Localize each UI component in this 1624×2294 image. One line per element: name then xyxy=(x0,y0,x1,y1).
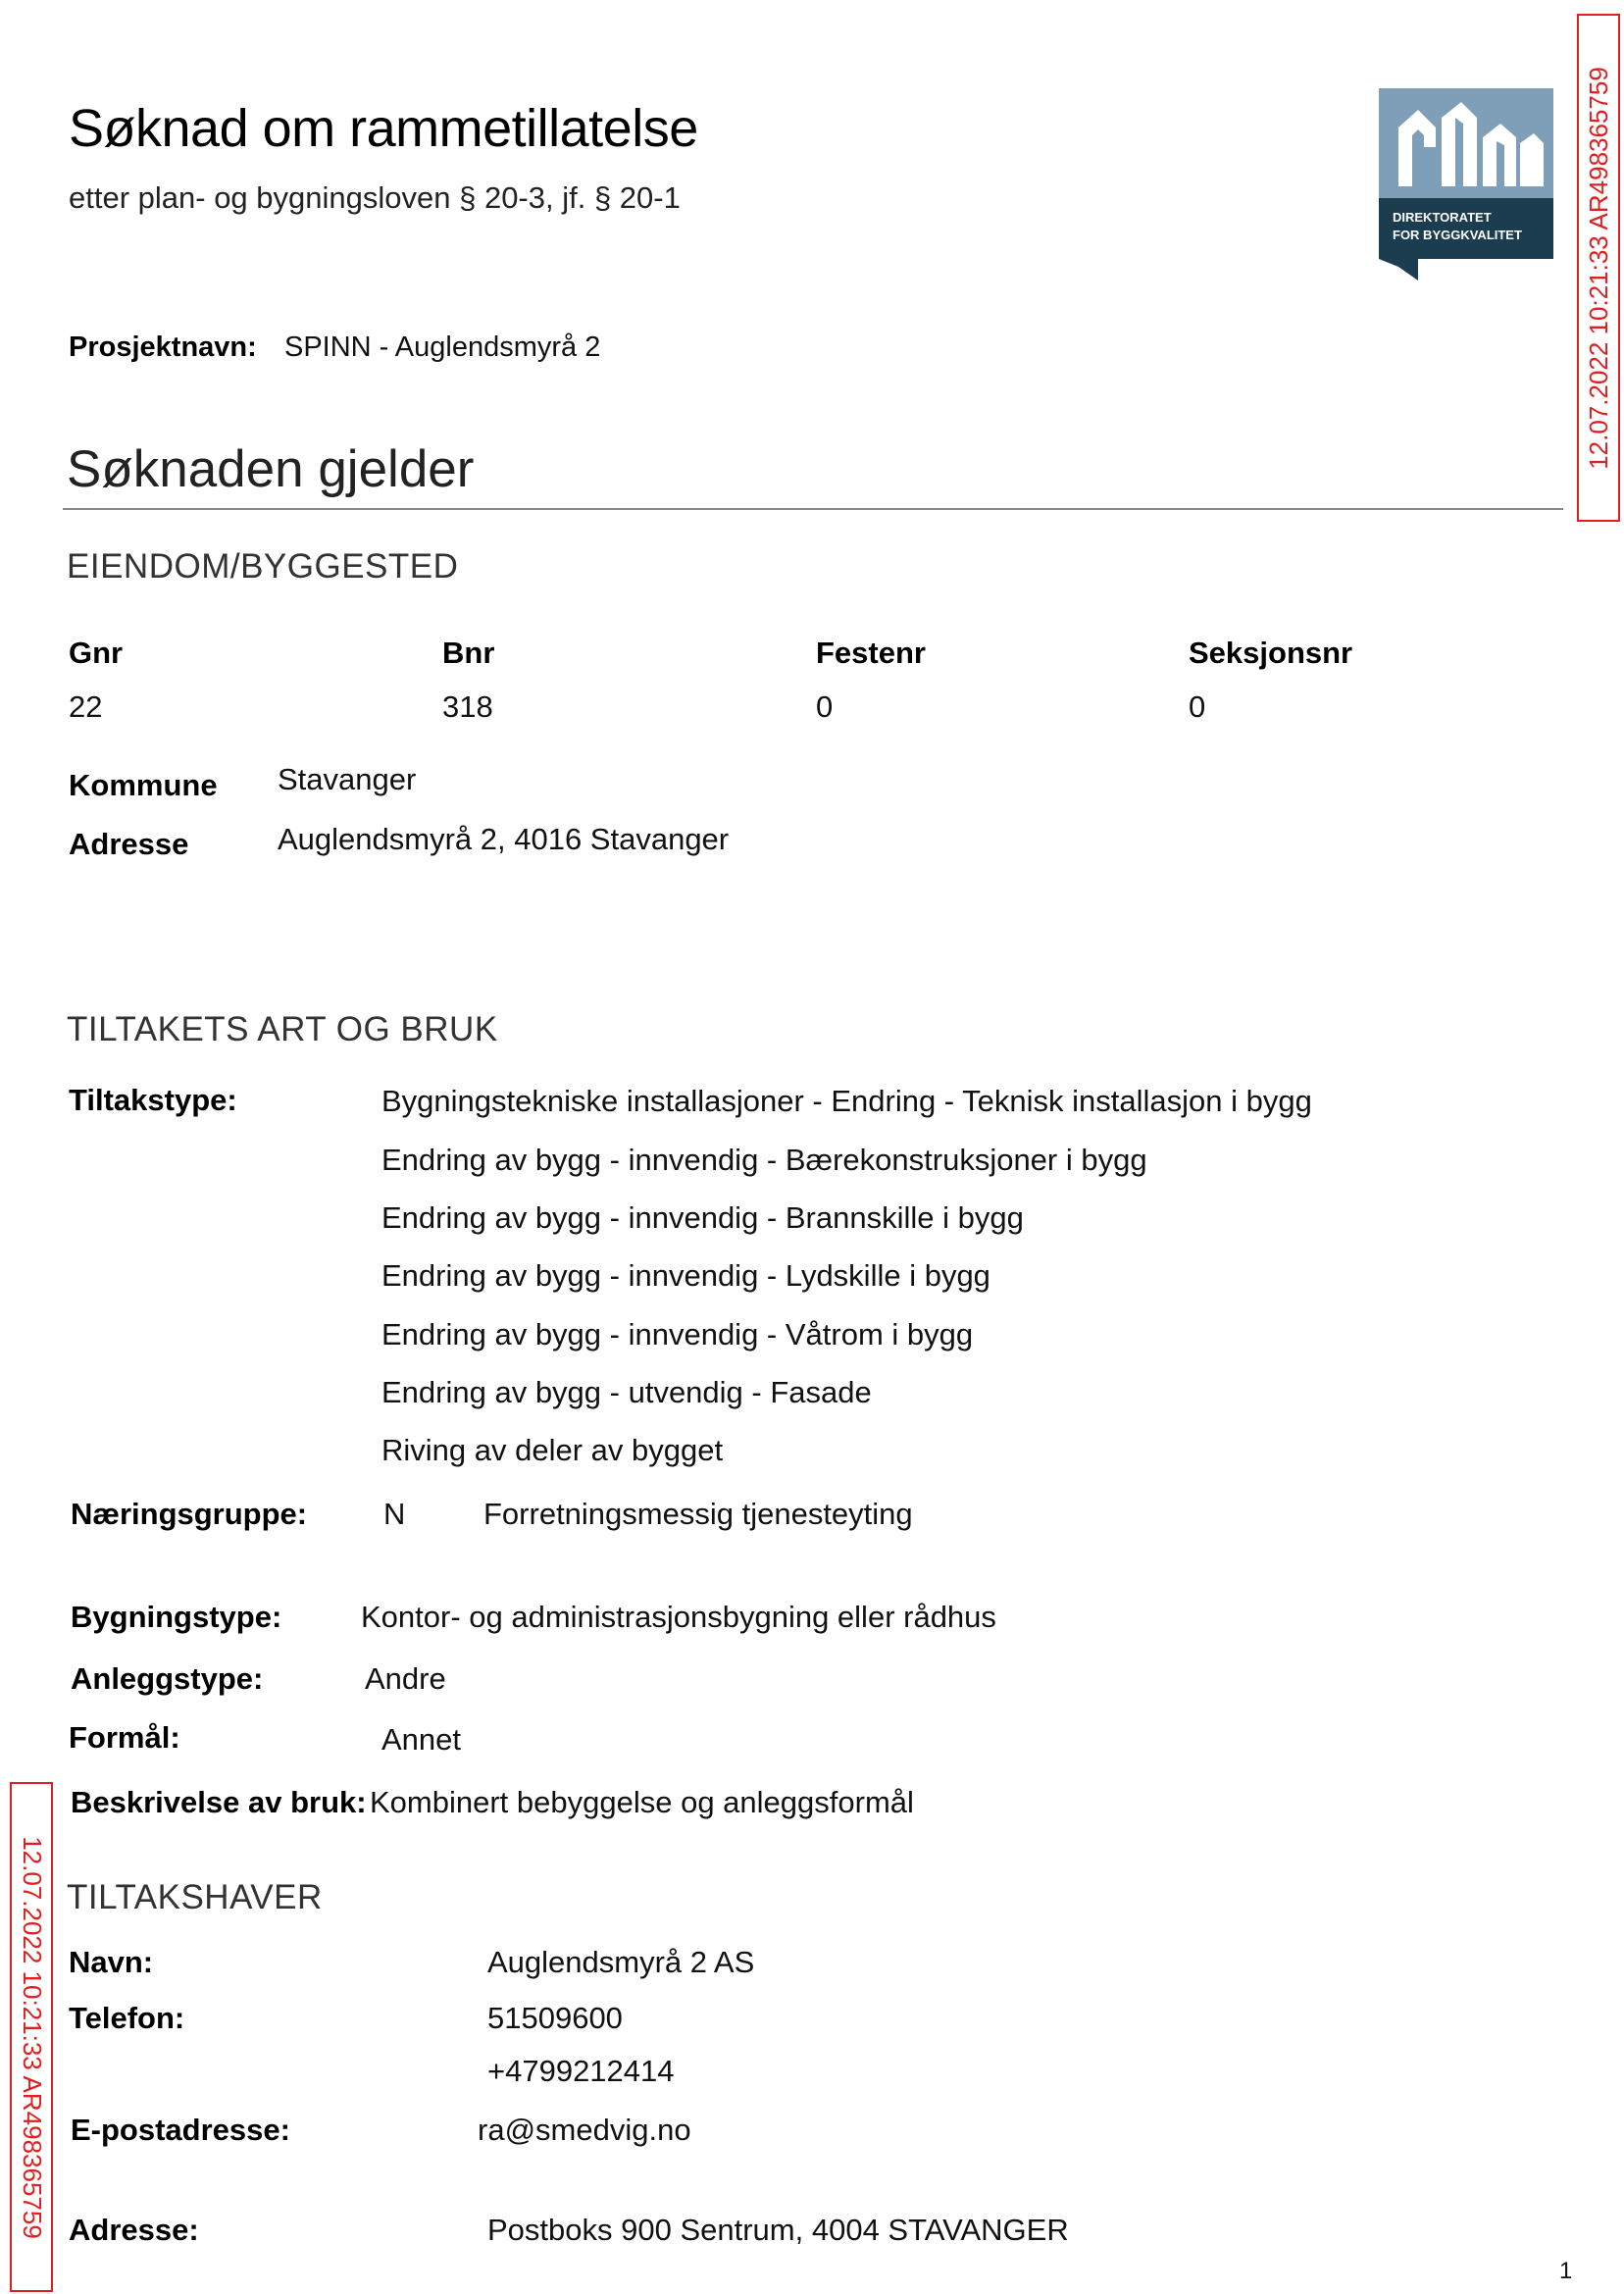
purpose-label: Formål: xyxy=(69,1720,180,1755)
measure-type-item: Endring av bygg - innvendig - Bærekonstruksjoner i bygg xyxy=(381,1143,1147,1177)
seksjonsnr-value: 0 xyxy=(1189,689,1206,724)
seksjonsnr-label: Seksjonsnr xyxy=(1189,636,1353,670)
applicant-name-value: Auglendsmyrå 2 AS xyxy=(487,1945,755,1979)
applicant-phone-value-1: 51509600 xyxy=(487,2001,623,2035)
document-subtitle: etter plan- og bygningsloven § 20-3, jf. § 20-1 xyxy=(69,180,681,215)
property-heading: EIENDOM/BYGGESTED xyxy=(67,547,459,586)
section-title: Søknaden gjelder xyxy=(67,440,475,498)
timestamp-stamp-text: 12.07.2022 10:21:33 AR498365759 xyxy=(1583,66,1613,470)
building-type-value: Kontor- og administrasjonsbygning eller rådhus xyxy=(361,1600,996,1634)
applicant-phone-label: Telefon: xyxy=(69,2001,185,2035)
use-description-label: Beskrivelse av bruk: xyxy=(71,1785,367,1819)
gnr-value: 22 xyxy=(69,689,103,724)
industry-label: Næringsgruppe: xyxy=(71,1497,308,1531)
dibk-logo xyxy=(1379,88,1553,280)
applicant-heading: TILTAKSHAVER xyxy=(67,1878,323,1916)
applicant-address-label: Adresse: xyxy=(69,2213,199,2247)
festenr-value: 0 xyxy=(816,689,834,724)
measure-type-item: Riving av deler av bygget xyxy=(381,1433,724,1467)
adresse-label: Adresse xyxy=(69,827,189,861)
industry-code: N xyxy=(383,1497,406,1531)
facility-type-label: Anleggstype: xyxy=(71,1661,264,1696)
measure-type-label: Tiltakstype: xyxy=(69,1083,237,1117)
measure-heading: TILTAKETS ART OG BRUK xyxy=(67,1010,498,1048)
measure-type-item: Endring av bygg - innvendig - Lydskille i bygg xyxy=(381,1258,990,1293)
logo-graphic xyxy=(1379,88,1553,280)
logo-text-line-2: FOR BYGGKVALITET xyxy=(1393,228,1522,242)
timestamp-stamp-top xyxy=(1577,14,1620,522)
page-number: 1 xyxy=(1559,2258,1573,2284)
measure-type-item: Endring av bygg - innvendig - Brannskille i bygg xyxy=(381,1200,1024,1235)
measure-type-item: Endring av bygg - innvendig - Våtrom i bygg xyxy=(381,1317,974,1351)
bnr-label: Bnr xyxy=(442,636,495,670)
section-divider xyxy=(63,508,1563,510)
logo-flag-tail xyxy=(1379,259,1418,280)
kommune-label: Kommune xyxy=(69,768,218,802)
facility-type-value: Andre xyxy=(365,1661,446,1696)
measure-type-item: Endring av bygg - utvendig - Fasade xyxy=(381,1375,872,1409)
timestamp-stamp-left xyxy=(10,1782,53,2292)
bnr-value: 318 xyxy=(442,689,493,724)
document-title: Søknad om rammetillatelse xyxy=(69,99,698,158)
applicant-email-label: E-postadresse: xyxy=(71,2113,290,2147)
purpose-value: Annet xyxy=(381,1722,462,1757)
project-name-label: Prosjektnavn: xyxy=(69,331,257,363)
applicant-address-value: Postboks 900 Sentrum, 4004 STAVANGER xyxy=(487,2213,1069,2247)
building-type-label: Bygningstype: xyxy=(71,1600,282,1634)
applicant-phone-value-2: +4799212414 xyxy=(487,2054,675,2088)
project-name-value: SPINN - Auglendsmyrå 2 xyxy=(284,331,601,363)
logo-house-shape-4 xyxy=(1520,133,1544,186)
applicant-name-label: Navn: xyxy=(69,1945,154,1979)
logo-text-line-1: DIREKTORATET xyxy=(1393,210,1492,225)
use-description-value: Kombinert bebyggelse og anleggsformål xyxy=(370,1785,914,1819)
applicant-email-value: ra@smedvig.no xyxy=(478,2113,691,2147)
festenr-label: Festenr xyxy=(816,636,926,670)
industry-value: Forretningsmessig tjenesteyting xyxy=(483,1497,913,1531)
adresse-value: Auglendsmyrå 2, 4016 Stavanger xyxy=(278,822,730,856)
timestamp-stamp-text: 12.07.2022 10:21:33 AR498365759 xyxy=(17,1835,47,2239)
measure-type-item: Bygningstekniske installasjoner - Endring - Teknisk installasjon i bygg xyxy=(381,1084,1312,1118)
kommune-value: Stavanger xyxy=(278,762,417,796)
gnr-label: Gnr xyxy=(69,636,124,670)
